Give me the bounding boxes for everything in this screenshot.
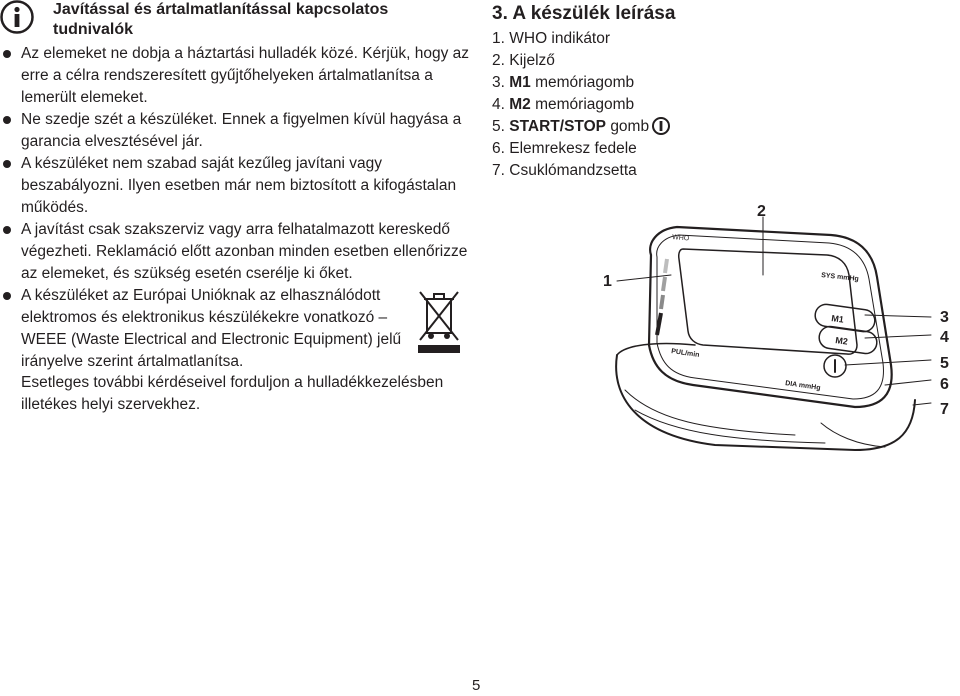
bullet-list: [0, 43, 470, 373]
sys-label: SYS mmHg: [820, 272, 860, 283]
part-item-6: 6. Elemrekesz fedele: [492, 140, 637, 157]
title-line-1: Javítással és ártalmatlanítással kapcsolatos: [53, 1, 389, 18]
dia-label: DIA mmHg: [784, 380, 821, 392]
part-item-3: 3. M1 memóriagomb: [492, 74, 635, 91]
part-item-5: 5. START/STOP gomb: [492, 116, 670, 138]
callout-4: 4: [940, 329, 949, 346]
part-item-7: 7. Csuklómandzsetta: [492, 162, 637, 179]
additional-info: Esetleges további kérdéseivel forduljon a hulladékkezelésben illetékes helyi szervekhez.: [21, 374, 444, 413]
callout-1: 1: [603, 273, 612, 290]
part-item-4: 4. M2 memóriagomb: [492, 96, 635, 113]
m1-label: M1: [830, 313, 845, 325]
callout-7: 7: [940, 401, 949, 418]
title-line-2: tudnivalók: [53, 21, 134, 38]
callout-6: 6: [940, 376, 949, 393]
section-title: [53, 0, 388, 40]
callout-5: 5: [940, 355, 949, 372]
device-section-title: 3. A készülék leírása: [492, 3, 676, 24]
who-label: WHO: [671, 234, 690, 243]
m2-label: M2: [834, 335, 849, 347]
bullet-item: Az elemeket ne dobja a háztartási hulladék közé. Kérjük, hogy az erre a célra rendszeresített gyűjtőhelyeken ártalmatlanítsa a lemerült elemeket.: [0, 43, 470, 109]
callout-2: 2: [757, 203, 766, 220]
part-item-2: 2. Kijelző: [492, 52, 555, 69]
callout-3: 3: [940, 309, 949, 326]
part-item-1: 1. WHO indikátor: [492, 30, 611, 47]
parts-list: [492, 28, 670, 182]
bullet-item: Ne szedje szét a készüléket. Ennek a figyelmen kívül hagyása a garancia elvesztésével jár.: [0, 109, 470, 153]
power-icon: [652, 117, 670, 135]
bullet-item-weee: A készüléket az Európai Unióknak az elhasználódott elektromos és elektronikus készülékekre vonatkozó – WEEE (Waste Electrical and Electronic Equipment) jelű irányelve szerint ártalmatlanítsa.: [0, 285, 470, 373]
page-number: 5: [472, 677, 481, 694]
crossed-bin-icon: [416, 290, 462, 354]
pul-label: PUL/min: [670, 348, 700, 359]
bullet-item: A javítást csak szakszerviz vagy arra felhatalmazott kereskedő végezheti. Reklamáció előtt azonban minden esetben ellenőrizze az elemeket, és szükség esetén cserélje ki őket.: [0, 219, 470, 285]
bullet-item: A készüléket nem szabad saját kezűleg javítani vagy beszabályozni. Ilyen esetben már nem biztosított a kifogástalan működés.: [0, 153, 470, 219]
blood-pressure-monitor-illustration: [595, 195, 960, 460]
info-icon: [0, 0, 34, 34]
